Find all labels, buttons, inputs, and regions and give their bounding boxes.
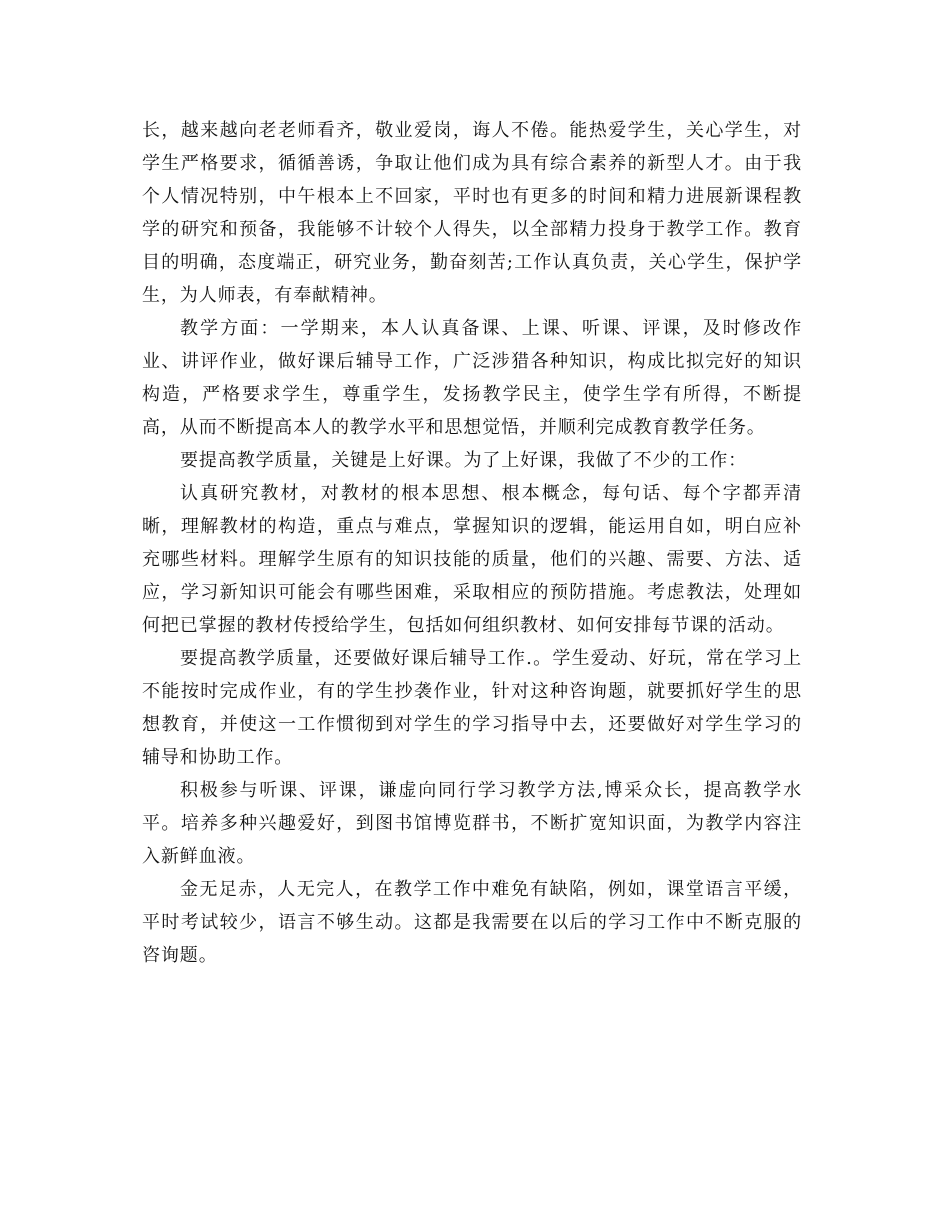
paragraph-shortcomings: 金无足赤，人无完人，在教学工作中难免有缺陷，例如，课堂语言平缓，平时考试较少，语言不够生动。这都是我需要在以后的学习工作中不断克服的咨询题。 [142, 879, 802, 966]
paragraph-peer-learning: 积极参与听课、评课，谦虚向同行学习教学方法,博采众长，提高教学水平。培养多种兴趣爱好，到图书馆博览群书，不断扩宽知识面，为教学内容注入新鲜血液。 [142, 780, 802, 867]
paragraph-continuation: 长，越来越向老老师看齐，敬业爱岗，诲人不倦。能热爱学生，关心学生，对学生严格要求，循循善诱，争取让他们成为具有综合素养的新型人才。由于我个人情况特别，中午根本上不回家，平时也有更多的时间和精力进展新课程教学的研究和预备，我能够不计较个人得失，以全部精力投身于教学工作。教育目的明确，态度端正，研究业务，勤奋刻苦;工作认真负责，关心学生，保护学生，为人师表，有奉献精神。 [142, 120, 802, 306]
paragraph-study-materials: 认真研究教材，对教材的根本思想、根本概念，每句话、每个字都弄清晰，理解教材的构造，重点与难点，掌握知识的逻辑，能运用自如，明白应补充哪些材料。理解学生原有的知识技能的质量，他们的兴趣、需要、方法、适应，学习新知识可能会有哪些困难，采取相应的预防措施。考虑教法，处理如何把已掌握的教材传授给学生，包括如何组织教材、如何安排每节课的活动。 [142, 483, 802, 636]
paragraph-after-class: 要提高教学质量，还要做好课后辅导工作.。学生爱动、好玩，常在学习上不能按时完成作业，有的学生抄袭作业，针对这种咨询题，就要抓好学生的思想教育，并使这一工作惯彻到对学生的学习指导中去，还要做好对学生学习的辅导和协助工作。 [142, 648, 802, 768]
document-body [142, 114, 802, 972]
paragraph-teaching: 教学方面：一学期来，本人认真备课、上课、听课、评课，及时修改作业、讲评作业，做好课后辅导工作，广泛涉猎各种知识，构成比拟完好的知识构造，严格要求学生，尊重学生，发扬教学民主，使学生学有所得，不断提高，从而不断提高本人的教学水平和思想觉悟，并顺利完成教育教学任务。 [142, 318, 802, 438]
paragraph-quality-key: 要提高教学质量，关键是上好课。为了上好课，我做了不少的工作： [180, 450, 747, 471]
